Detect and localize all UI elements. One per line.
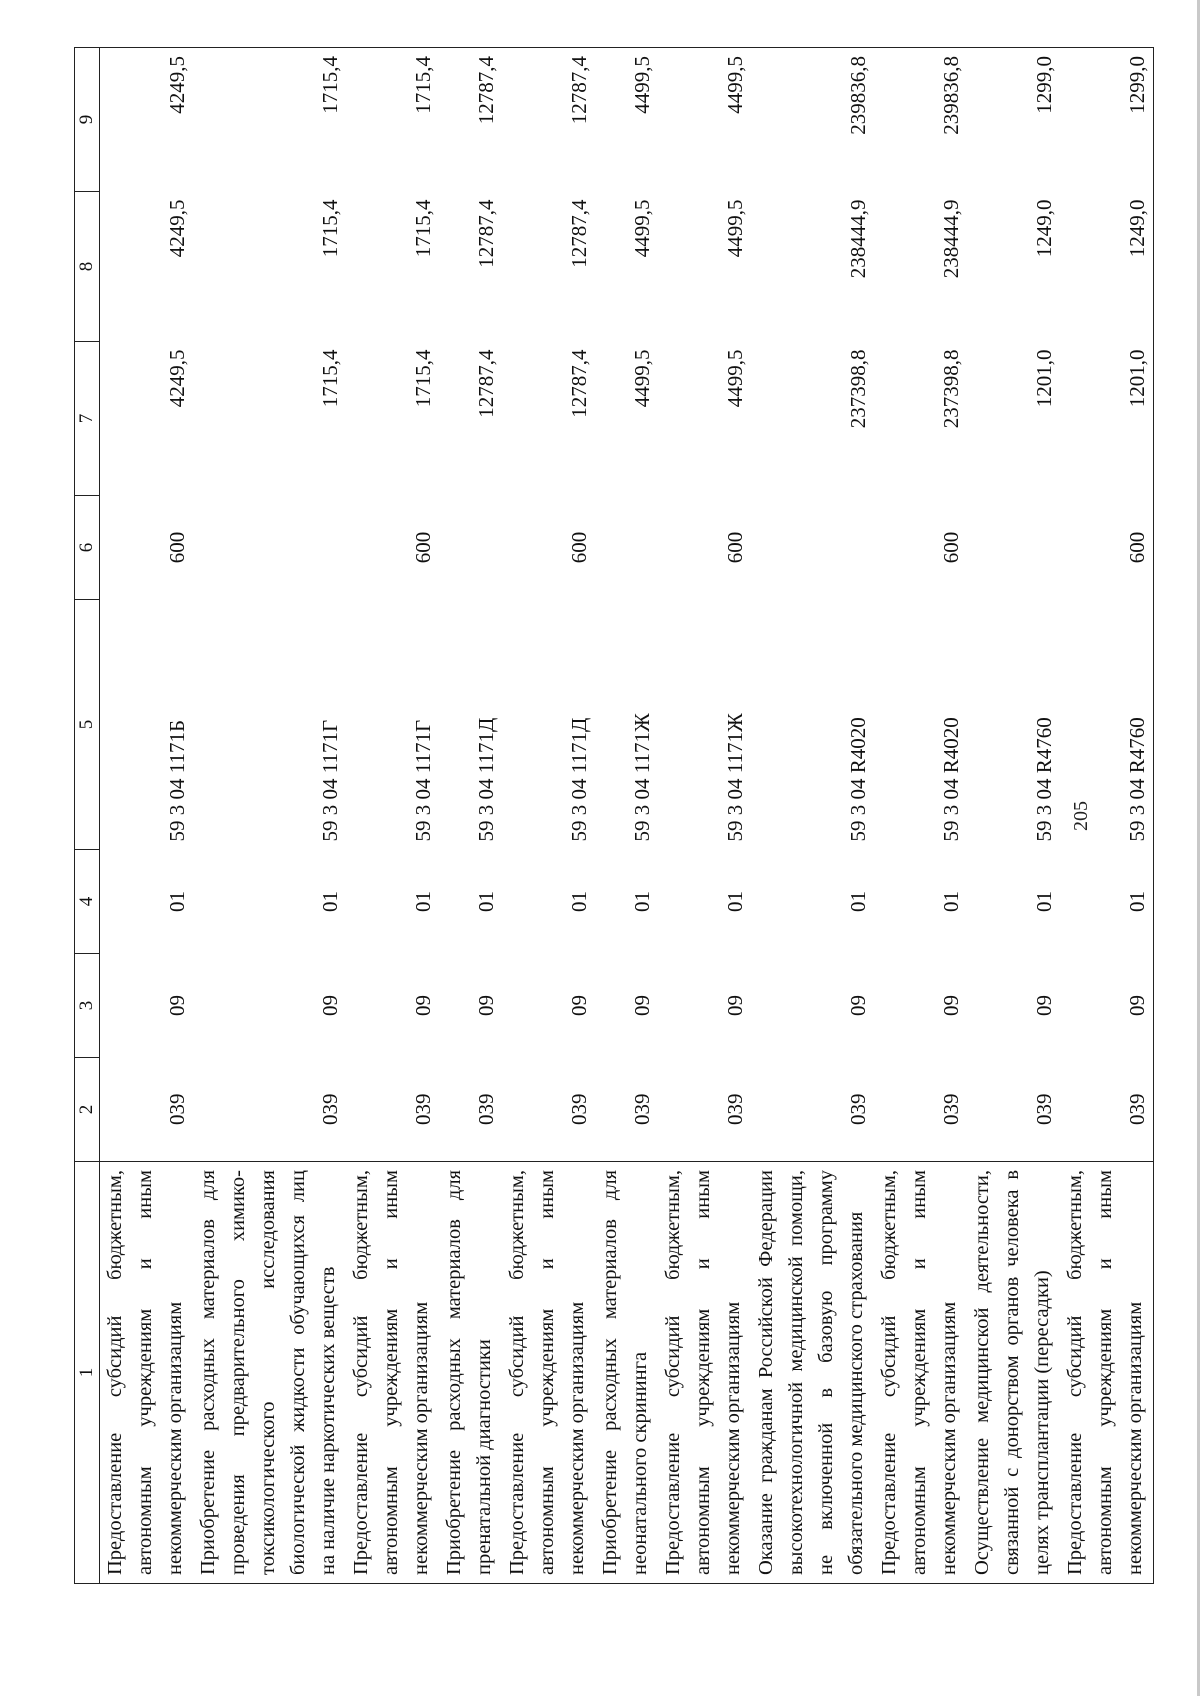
subsection-code: 01: [630, 891, 654, 912]
expense-type-code: 600: [1060, 496, 1154, 600]
amount-year-3: 12787,4: [439, 48, 502, 192]
section-code: 09: [1060, 954, 1154, 1058]
table-row: [874, 48, 967, 1584]
section-code: 09: [318, 995, 342, 1016]
amount-year-1: 4499,5: [630, 349, 654, 408]
department-code: 039: [567, 1093, 591, 1125]
expense-type-code: [193, 496, 346, 600]
row-description: Предоставление субсидий бюджетным, автономным учреждениям и иным некоммерческим организациям: [1060, 1162, 1154, 1584]
column-number-4: 4: [75, 850, 100, 954]
table-row: [439, 48, 502, 1584]
section-code: 09: [165, 995, 189, 1016]
target-article-code: 59 3 04 1171Д: [567, 717, 591, 842]
amount-year-1: 12787,4: [474, 349, 498, 418]
amount-year-3: 1715,4: [193, 48, 346, 192]
amount-year-2: 12787,4: [474, 199, 498, 268]
subsection-code: 01: [411, 891, 435, 912]
amount-year-2: 12787,4: [567, 199, 591, 268]
row-description: Осуществление медицинской деятельности, связанной с донорством органов человека в целях трансплантации (пересадки): [967, 1162, 1060, 1584]
amount-year-1: 237398,8: [846, 349, 870, 429]
table-row: [502, 48, 595, 1584]
subsection-code: 01: [474, 891, 498, 912]
amount-year-1: 1715,4: [411, 349, 435, 408]
amount-year-3: 1715,4: [346, 48, 439, 192]
table-row: [193, 48, 346, 1584]
expense-type-code: 600: [939, 531, 963, 564]
table-row: [967, 48, 1060, 1584]
subsection-code: 01: [939, 891, 963, 912]
amount-year-3: 4249,5: [100, 48, 194, 192]
expense-type-code: 600: [165, 531, 189, 564]
table-row: [751, 48, 874, 1584]
target-article-code: 59 3 04 R4020: [846, 717, 870, 842]
department-code: 039: [630, 1093, 654, 1125]
department-code: 039: [1032, 1093, 1056, 1125]
amount-year-3: 1299,0: [1060, 48, 1154, 192]
table-row: [595, 48, 658, 1584]
amount-year-1: 4499,5: [723, 349, 747, 408]
row-description: Предоставление субсидий бюджетным, автономным учреждениям и иным некоммерческим организациям: [502, 1162, 595, 1584]
amount-year-2: 4249,5: [165, 199, 189, 258]
expense-type-code: 600: [567, 531, 591, 564]
expense-type-code: 600: [723, 531, 747, 564]
page-number: 205: [1070, 801, 1092, 831]
amount-year-2: 4499,5: [723, 199, 747, 258]
amount-year-1: 1201,0: [1032, 349, 1056, 408]
amount-year-3: 1299,0: [967, 48, 1060, 192]
subsection-code: 01: [567, 891, 591, 912]
table-row: [658, 48, 751, 1584]
column-number-8: 8: [75, 192, 100, 342]
department-code: 039: [723, 1093, 747, 1125]
amount-year-3: 12787,4: [502, 48, 595, 192]
section-code: 09: [567, 995, 591, 1016]
section-code: 09: [939, 995, 963, 1016]
subsection-code: 01: [846, 891, 870, 912]
amount-year-1: 1715,4: [318, 349, 342, 408]
section-code: 09: [723, 995, 747, 1016]
target-article-code: 59 3 04 1171Г: [318, 719, 342, 842]
department-code: 039: [165, 1093, 189, 1125]
target-article-code: 59 3 04 R4760: [1032, 717, 1056, 842]
amount-year-2: 4499,5: [630, 199, 654, 258]
amount-year-1: 237398,8: [939, 349, 963, 429]
row-description: Приобретение расходных материалов для неонатального скрининга: [595, 1162, 658, 1584]
column-number-2: 2: [75, 1058, 100, 1162]
amount-year-2: 1249,0: [1060, 192, 1154, 342]
target-article-code: 59 3 04 1171Ж: [630, 713, 654, 842]
amount-year-1: 1201,0: [1060, 342, 1154, 496]
section-code: 09: [630, 995, 654, 1016]
department-code: 039: [411, 1093, 435, 1125]
amount-year-3: 239836,8: [874, 48, 967, 192]
expense-type-code: [439, 496, 502, 600]
row-description: Приобретение расходных материалов для пренатальной диагностики: [439, 1162, 502, 1584]
row-description: Предоставление субсидий бюджетным, автономным учреждениям и иным некоммерческим организациям: [346, 1162, 439, 1584]
budget-table: [74, 47, 1154, 1584]
target-article-code: 59 3 04 R4020: [939, 717, 963, 842]
table-row: [346, 48, 439, 1584]
column-number-5: 5: [75, 600, 100, 850]
amount-year-3: 4499,5: [658, 48, 751, 192]
amount-year-2: 1715,4: [318, 199, 342, 258]
column-number-7: 7: [75, 342, 100, 496]
target-article-code: 59 3 04 1171Б: [165, 719, 189, 842]
amount-year-3: 4499,5: [595, 48, 658, 192]
section-code: 09: [1032, 995, 1056, 1016]
department-code: 039: [846, 1093, 870, 1125]
row-description: Предоставление субсидий бюджетным, автономным учреждениям и иным некоммерческим организациям: [100, 1162, 194, 1584]
section-code: 09: [411, 995, 435, 1016]
amount-year-2: 1249,0: [1032, 199, 1056, 258]
expense-type-code: 600: [411, 531, 435, 564]
section-code: 09: [846, 995, 870, 1016]
target-article-code: 59 3 04 1171Д: [474, 717, 498, 842]
rotated-page: [0, 48, 1149, 1584]
row-description: Предоставление субсидий бюджетным, автономным учреждениям и иным некоммерческим организациям: [658, 1162, 751, 1584]
row-description: Приобретение расходных материалов для проведения предварительного химико-токсикологического исследования биологической жидкости обучающихся лиц на наличие наркотических веществ: [193, 1162, 346, 1584]
column-number-1: 1: [75, 1162, 100, 1584]
row-description: Предоставление субсидий бюджетным, автономным учреждениям и иным некоммерческим организациям: [874, 1162, 967, 1584]
amount-year-3: 239836,8: [751, 48, 874, 192]
amount-year-2: 238444,9: [846, 199, 870, 279]
subsection-code: 01: [318, 891, 342, 912]
expense-type-code: [595, 496, 658, 600]
department-code: 039: [318, 1093, 342, 1125]
target-article-code: 59 3 04 1171Ж: [723, 713, 747, 842]
table-row: [100, 48, 194, 1584]
department-code: 039: [1060, 1058, 1154, 1162]
table-body: [75, 48, 1154, 1584]
department-code: 039: [939, 1093, 963, 1125]
target-article-code: 59 3 04 1171Г: [411, 719, 435, 842]
subsection-code: 01: [723, 891, 747, 912]
column-number-3: 3: [75, 954, 100, 1058]
column-number-9: 9: [75, 48, 100, 192]
target-article-code: 59 3 04 R4760: [1060, 600, 1154, 850]
department-code: 039: [474, 1093, 498, 1125]
amount-year-2: 1715,4: [411, 199, 435, 258]
amount-year-2: 238444,9: [939, 199, 963, 279]
expense-type-code: [967, 496, 1060, 600]
amount-year-1: 12787,4: [567, 349, 591, 418]
section-code: 09: [474, 995, 498, 1016]
column-number-6: 6: [75, 496, 100, 600]
amount-year-1: 4249,5: [165, 349, 189, 408]
subsection-code: 01: [1032, 891, 1056, 912]
column-number-row: [75, 48, 100, 1584]
row-description: Оказание гражданам Российской Федерации высокотехнологичной медицинской помощи, не включенной в базовую программу обязательного медицинского страхования: [751, 1162, 874, 1584]
subsection-code: 01: [165, 891, 189, 912]
subsection-code: 01: [1060, 850, 1154, 954]
expense-type-code: [751, 496, 874, 600]
